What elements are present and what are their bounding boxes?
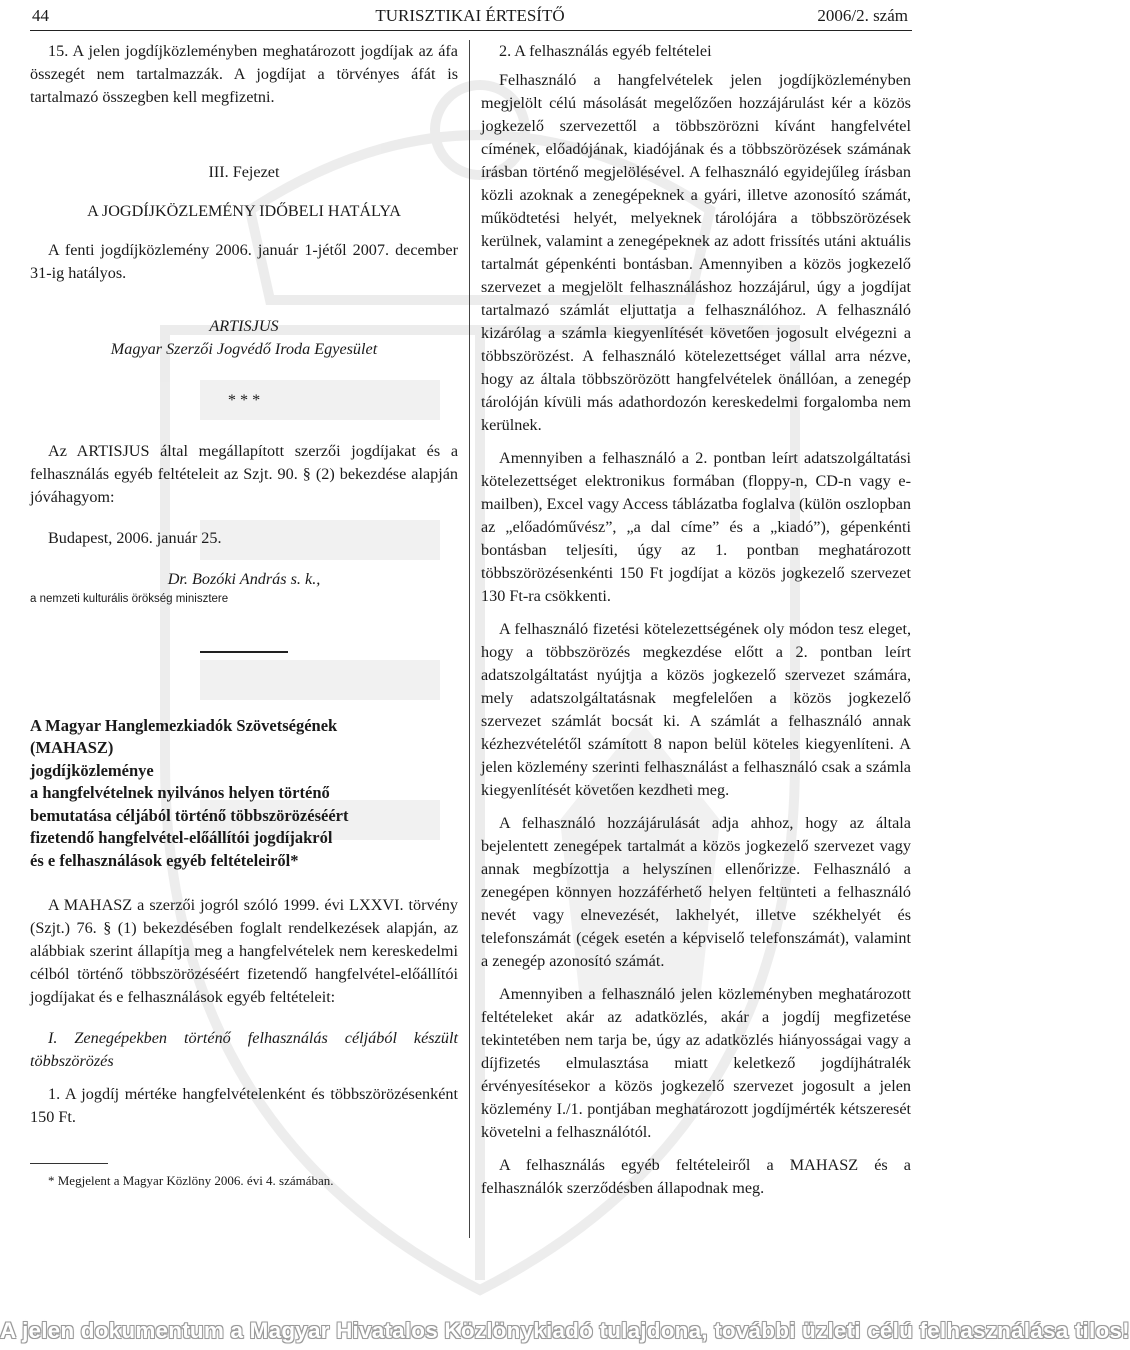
footnote: * Megjelent a Magyar Közlöny 2006. évi 4. számában. — [48, 1173, 334, 1188]
validity-text: A fenti jogdíjközlemény 2006. január 1-jétől 2007. december 31-ig hatályos. — [30, 241, 458, 282]
right-paragraph-4: A felhasználó hozzájárulását adja ahhoz, hogy az általa bejelentett zenegépek tartalmát a közös jogkezelő szervezet vagy annak megbízottja a helyszínen ellenőrizze. Felhasználó a zenegépen könnyen hozzáférhető helyen feltünteti a felhasználó nevét vagy elnevezését, lakhelyét, illetve székhelyét és telefonszámát (cégek esetén a képviselő telefonszámát), valamint a zenegép azonosító számát. — [481, 814, 911, 970]
signer-name: Dr. Bozóki András s. k., — [167, 570, 321, 588]
mahasz-title-line-1: A Magyar Hanglemezkiadók Szövetségének — [30, 715, 338, 735]
right-paragraph-5: Amennyiben a felhasználó jelen közleményben meghatározott feltételeket akár az adatközlés, akár a jogdíj megfizetése tekintetében nem tarja be, úgy az adatközlés hiányosságai vagy a díjfizetés elmulasztása miatt keletkező jogdíjhátralék érvényesítésekor a közös jogkezelő szervezet jogosult a jelen közlemény I./1. pontjában meghatározott jogdíjmérték kétszeresét követelni a felhasználótól. — [481, 985, 911, 1141]
org-name: ARTISJUS — [209, 317, 279, 335]
ownership-watermark: A jelen dokumentum a Magyar Hivatalos Közlönykiadó tulajdona, további üzleti célú felhasználása tilos! — [0, 1318, 1130, 1343]
column-separator — [469, 40, 470, 1238]
item-1: 1. A jogdíj mértéke hangfelvételenként és többszörözésenként 150 Ft. — [30, 1085, 458, 1126]
mahasz-title-line-2: (MAHASZ) — [30, 738, 114, 757]
separator-stars: * * * — [227, 391, 261, 409]
chapter-number: III. Fejezet — [208, 163, 280, 181]
mahasz-title-line-5: bemutatása céljából történő többszörözéséért — [30, 805, 349, 825]
signer-title: a nemzeti kulturális örökség minisztere — [30, 593, 229, 605]
journal-title: TURISZTIKAI ÉRTESÍTŐ — [375, 6, 565, 25]
right-paragraph-6: A felhasználás egyéb feltételeiről a MAHASZ és a felhasználók szerződésben állapodnak meg. — [481, 1156, 911, 1197]
left-column — [30, 40, 458, 1190]
issue-number: 2006/2. szám — [817, 6, 908, 25]
right-paragraph-1: Felhasználó a hangfelvételek jelen jogdíjközleményben megjelölt célú másolását megelőzően hozzájárulást kér a közös jogkezelő szervezettől a többszörözni kívánt hangfelvétel címének, előadójának, kiadójának és a többszörözések számának írásban történő megjelölésével. A felhasználó egyidejűleg írásban közli azoknak a zenegépeknek a gyári, illetve azonosító számát, működtetési helyét, melyeknek tárolójára a többszörözések kerülnek, valamint a zenegépeknek az adott frissítés utáni aktuális tartalmát gépenkénti bontásban. Amennyiben a közös jogkezelő szervezet a megjelölt felhasználáshoz hozzájárul, úgy a jogdíjat tartalmazó számlát eljuttatja a felhasználóhoz. A felhasználó kizárólag a számla kiegyenlítését követően jogosult elvégezni a többszörözést. A felhasználó kötelezettséget vállal arra nézve, hogy az általa többszörözött hangfelvételek önállóan, a zenegép tárolóján kívüli más adathordozón kereskedelmi forgalomba nem kerülnek. — [481, 71, 911, 434]
header-rule — [30, 30, 912, 31]
right-column — [481, 40, 911, 1200]
right-paragraph-2: Amennyiben a felhasználó a 2. pontban leírt adatszolgáltatási kötelezettséget elektronikus formában (floppy-n, CD-n vagy e-mailben), Excel vagy Access táblázatba foglalva (külön oszlopban az „előadóművész”, „a dal címe” és a „kiadó”), gépenkénti bontásban teljesíti, úgy az 1. pontban meghatározott többszörözésenkénti 150 Ft jogdíjat a közös jogkezelő szervezet 130 Ft-ra csökkenti. — [481, 449, 911, 605]
section-2-heading: 2. A felhasználás egyéb feltételei — [499, 42, 712, 60]
mahasz-title-line-4: a hangfelvételnek nyilvános helyen történő — [30, 783, 330, 802]
page-number: 44 — [32, 6, 49, 25]
page-header — [30, 3, 910, 27]
right-paragraph-3: A felhasználó fizetési kötelezettségének oly módon tesz eleget, hogy a többszörözés megkezdése előtt a 2. pontban leírt adatszolgáltatást nyújtja a közös jogkezelő szervezet számára, mely adatszolgáltatásnak megfelelően a közös jogkezelő szervezet számlát bocsát ki. A számlát a felhasználó annak kézhezvételétől számított 8 napon belül köteles kiegyenlíteni. A jelen közlemény szerinti felhasználást a felhasználó csak a számla kiegyenlítését követően kezdheti meg. — [481, 620, 911, 799]
mahasz-intro: A MAHASZ a szerzői jogról szóló 1999. évi LXXVI. törvény (Szjt.) 76. § (1) bekezdésében foglalt rendelkezések alapján, az alábbiak szerint állapítja meg a hangfelvételek nem kereskedelmi célból történő többszörözéséért fizetendő hangfelvétel-előállítói jogdíjakat és e felhasználások egyéb feltételeit: — [30, 896, 458, 1006]
section-i-title: I. Zenegépekben történő felhasználás céljából készült többszörözés — [30, 1029, 458, 1070]
org-full-name: Magyar Szerzői Jogvédő Iroda Egyesület — [110, 340, 378, 358]
paragraph-15: 15. A jelen jogdíjközleményben meghatározott jogdíjak az áfa összegét nem tartalmazzák. A jogdíjat a törvényes áfát is tartalmazó összegben kell megfizetni. — [30, 42, 458, 106]
approval-text: Az ARTISJUS által megállapított szerzői jogdíjakat és a felhasználás egyéb feltételeit az Szjt. 90. § (2) bekezdése alapján jóváhagyom: — [30, 442, 458, 506]
mahasz-title-line-3: jogdíjközleménye — [30, 760, 154, 780]
chapter-title: A JOGDÍJKÖZLEMÉNY IDŐBELI HATÁLYA — [87, 202, 401, 220]
mahasz-title-line-7: és e felhasználások egyéb feltételeiről* — [30, 850, 299, 870]
mahasz-title-line-6: fizetendő hangfelvétel-előállítói jogdíjakról — [30, 828, 333, 847]
place-date: Budapest, 2006. január 25. — [48, 529, 222, 547]
